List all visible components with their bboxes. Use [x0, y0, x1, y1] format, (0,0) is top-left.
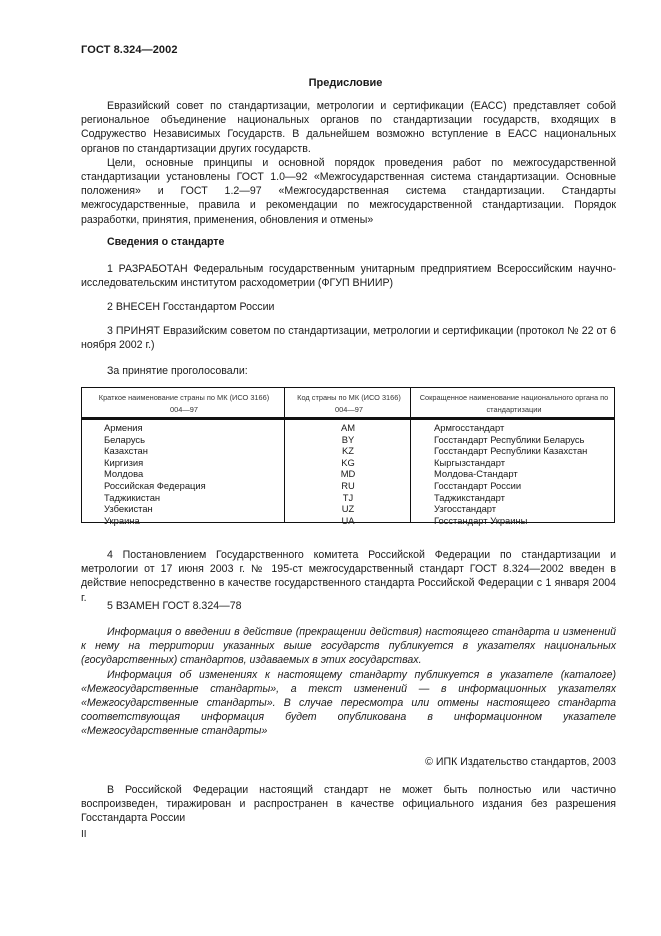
table-header-country: Краткое наименование страны по МК (ИСО 3166) 004—97 [98, 393, 270, 414]
standard-info-title: Сведения о стандарте [107, 236, 225, 248]
info-item-4 [81, 548, 616, 605]
info-item-1-text: 1 РАЗРАБОТАН Федеральным государственным унитарным предприятием Всероссийским научно-исследовательским институтом расходометрии (ФГУП ВНИИР) [81, 263, 616, 290]
table-header-code: Код страны по МК (ИСО 3166) 004—97 [297, 393, 401, 414]
reproduction-notice [81, 783, 616, 826]
voted-label-text: За принятие проголосовали: [107, 365, 248, 377]
table-cell-body: Армгосстандарт [434, 422, 505, 433]
table-cell-country: Молдова [104, 468, 144, 480]
table-cell-country: Таджикистан [104, 491, 161, 503]
table-header-body: Сокращенное наименование национального органа по стандартизации [419, 393, 609, 414]
reproduction-notice-text: В Российской Федерации настоящий стандарт не может быть полностью или частично воспроизведен, тиражирован и распространен в качестве официального издания без разрешения Госстандарта России [81, 784, 616, 825]
table-cell-code: KZ [342, 445, 354, 457]
table-column-country [104, 422, 206, 526]
table-cell-code: UA [341, 514, 355, 526]
table-cell-country: Беларусь [104, 433, 146, 445]
table-cell-code: TJ [342, 491, 354, 503]
preface-title: Предисловие [308, 77, 383, 89]
table-cell-country: Армения [104, 422, 143, 433]
table-column-body [434, 422, 587, 526]
info-item-5-text: 5 ВЗАМЕН ГОСТ 8.324—78 [107, 600, 242, 612]
table-cell-code: AM [340, 422, 356, 433]
table-cell-country: Киргизия [104, 456, 144, 468]
info-note: Информация о введении в действие (прекращении действия) настоящего стандарта и изменений к нему на территории указанных выше государств публикуется в указателях национальных (государственных) стандартов, издаваемых в этих государствах. [81, 626, 616, 667]
info-item-1 [81, 262, 616, 290]
table-cell-body: Госстандарт Республики Казахстан [434, 445, 588, 457]
table-cell-code: KG [341, 456, 355, 468]
info-item-2 [81, 300, 616, 314]
preface-paragraph: Цели, основные принципы и основной порядок проведения работ по межгосударственной стандартизации установлены ГОСТ 1.0—92 «Межгосударственная система стандартизации. Основные положения» и ГОСТ 1.2—97 «Межгосударственная система стандартизации. Стандарты межгосударственные, правила и рекомендации по межгосударственной стандартизации. Порядок разработки, принятия, применения, обновления и отмены» [81, 156, 616, 226]
info-notes [81, 625, 616, 739]
table-cell-country: Российская Федерация [104, 479, 206, 491]
table-cell-country: Узбекистан [104, 503, 153, 515]
table-cell-body: Кыргызстандарт [434, 456, 506, 468]
info-note: Информация об изменениях к настоящему стандарту публикуется в указателе (каталоге) «Межгосударственные стандарты», а текст изменений — в информационных указателях «Межгосударственные стандарты». В случае пересмотра или отмены настоящего стандарта соответствующая информация будет опубликована в информационном указателе «Межгосударственные стандарты» [81, 668, 616, 738]
table-cell-code: UZ [341, 503, 355, 515]
table-cell-code: RU [341, 479, 355, 491]
page-number: II [81, 829, 87, 840]
voted-label [81, 364, 616, 378]
info-item-2-text: 2 ВНЕСЕН Госстандартом России [107, 301, 275, 313]
table-cell-body: Таджикстандарт [434, 491, 505, 503]
copyright-notice: © ИПК Издательство стандартов, 2003 [425, 756, 616, 768]
preface-paragraph: Евразийский совет по стандартизации, метрологии и сертификации (ЕАСС) представляет собой региональное объединение национальных органов по стандартизации государств, входящих в Содружество Независимых Государств. В дальнейшем возможно вступление в ЕАСС национальных органов по стандартизации других государств. [81, 100, 616, 155]
table-cell-body: Госстандарт России [434, 479, 522, 491]
table-cell-body: Госстандарт Украины [434, 514, 528, 526]
info-item-4-text: 4 Постановлением Государственного комитета Российской Федерации по стандартизации и метрологии от 17 июня 2003 г. № 195-ст межгосударственный стандарт ГОСТ 8.324—2002 введен в действие непосредственно в качестве государственного стандарта Российской Федерации с 1 января 2004 г. [81, 549, 616, 604]
voting-table [81, 387, 615, 526]
table-cell-body: Узгосстандарт [434, 503, 497, 515]
table-cell-code: MD [340, 468, 356, 480]
table-cell-country: Украина [104, 514, 140, 526]
info-item-3 [81, 324, 616, 352]
preface-body [81, 99, 616, 227]
table-cell-code: BY [341, 433, 355, 445]
info-item-5 [81, 599, 616, 613]
info-item-3-text: 3 ПРИНЯТ Евразийским советом по стандартизации, метрологии и сертификации (протокол № 22 от 6 ноября 2002 г.) [81, 325, 616, 352]
document-id-header: ГОСТ 8.324—2002 [81, 44, 178, 56]
table-cell-body: Госстандарт Республики Беларусь [434, 433, 585, 445]
table-cell-country: Казахстан [104, 445, 148, 457]
table-cell-body: Молдова-Стандарт [434, 468, 518, 480]
table-column-code [285, 422, 411, 526]
